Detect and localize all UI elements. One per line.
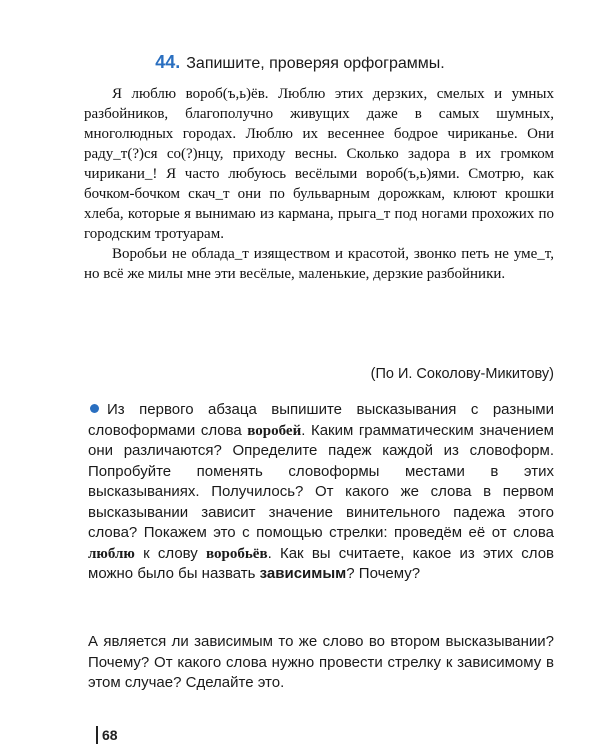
- keyword-sparrows: воробьёв: [206, 545, 268, 562]
- text-attribution: (По И. Соколову-Микитову): [370, 366, 554, 382]
- keyword-love: люблю: [88, 545, 135, 562]
- task-block-1: [88, 400, 554, 585]
- exercise-number: 44.: [155, 52, 181, 72]
- task1-part2: . Каким грамматическим значением они различаются? Определите падеж каждой из словоформ. Попробуйте поменять словоформы местами в этих высказываниях. Получилось? От какого же слова в первом высказывании зависит значение винительного падежа этого слова? Покажем это с помощью стрелки: проведём её от слова: [88, 421, 554, 541]
- exercise-instruction: Запишите, проверяя орфограммы.: [186, 55, 445, 72]
- exercise-paragraph-1: Я люблю вороб(ъ,ь)ёв. Люблю этих дерзких, смелых и умных разбойников, благополучно живущих даже в самых шумных, многолюдных городах. Люблю их весеннее бодрое чириканье. Они раду_т(?)ся со(?)нцу, приходу весны. Сколько задора в их громком чирикани_! Я часто любуюсь весёлыми вороб(ъ,ь)ями. Смотрю, как бочком-бочком скач_т они по бульварным дорожкам, клюют крошки хлеба, которые я вынимаю из кармана, прыга_т под ногами прохожих по городским тротуарам.: [84, 86, 554, 242]
- exercise-text: [84, 84, 554, 284]
- task1-part1: Из первого абзаца выпишите высказывания с разными словоформами слова: [88, 401, 554, 439]
- keyword-sparrow: воробей: [247, 422, 302, 439]
- task-block-2: [88, 632, 554, 694]
- page-number: 68: [96, 726, 118, 744]
- task1-part4: . Как вы считаете, какое из этих слов можно было бы назвать: [88, 544, 555, 582]
- task1-part3: к слову: [134, 544, 207, 562]
- task2-text: А является ли зависимым то же слово во втором высказывании? Почему? От какого слова нужно провести стрелку к зависимому в этом случае? Сделайте это.: [88, 633, 554, 691]
- keyword-dependent: зависимым: [259, 565, 347, 582]
- exercise-heading: [0, 52, 600, 73]
- task1-part5: ? Почему?: [346, 565, 421, 582]
- bullet-icon: [90, 404, 99, 413]
- exercise-paragraph-2: Воробьи не облада_т изяществом и красотой, звонко петь не уме_т, но всё же милы мне эти весёлые, маленькие, дерзкие разбойники.: [84, 246, 554, 282]
